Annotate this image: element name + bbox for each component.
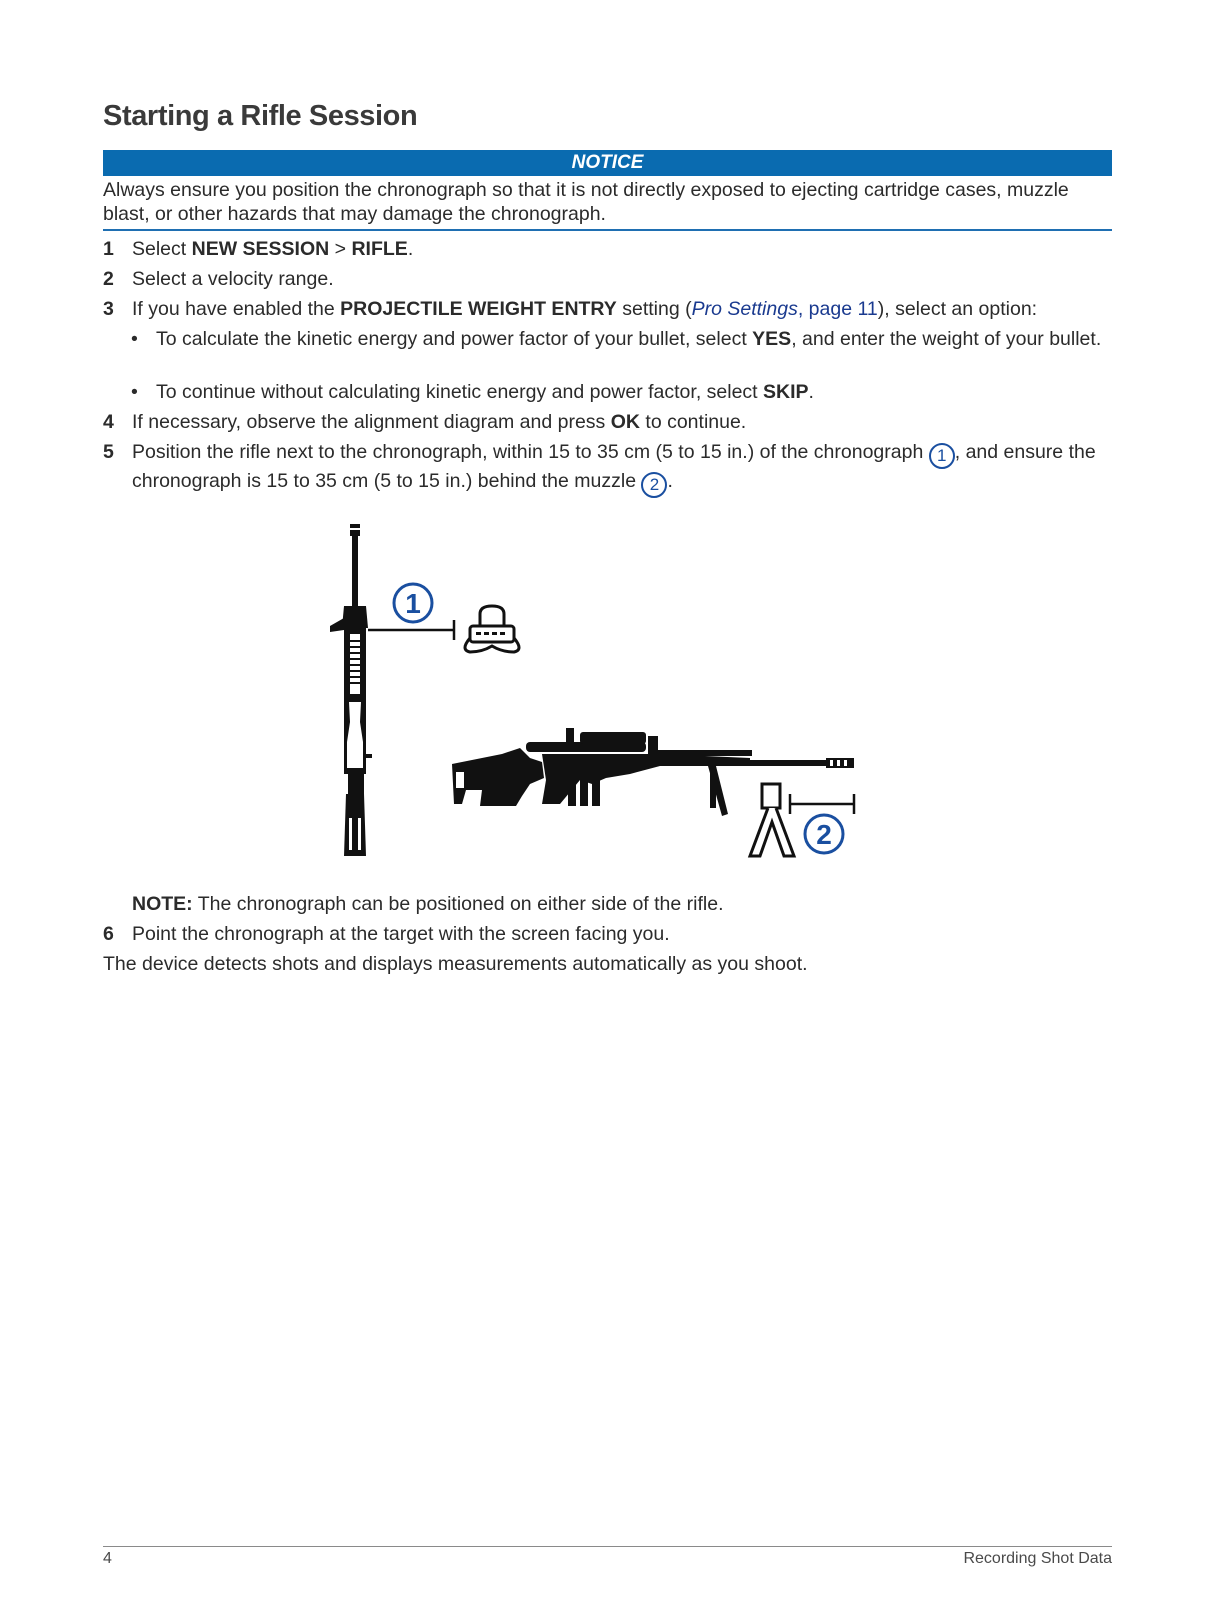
text-run: . (808, 381, 814, 403)
step-text: Select a velocity range. (132, 268, 334, 290)
menu-term-rifle: RIFLE (351, 238, 408, 260)
distance-marker-2 (790, 794, 854, 814)
chronograph-side-view-icon (750, 784, 794, 856)
text-run: Select (132, 238, 192, 260)
callout-2-icon: 2 (641, 472, 667, 498)
step-text: Point the chronograph at the target with the screen facing you. (132, 923, 670, 945)
callout-1-icon: 1 (929, 443, 955, 469)
setting-term-projectile-weight-entry: PROJECTILE WEIGHT ENTRY (340, 298, 617, 320)
step-number: 3 (103, 298, 114, 320)
notice-divider (103, 229, 1112, 231)
step-text (132, 440, 1112, 498)
option-term-skip: SKIP (763, 381, 809, 403)
step-text (132, 237, 1112, 261)
step-text (132, 410, 1112, 434)
text-run: . (407, 238, 414, 260)
notice-text: Always ensure you position the chronograph so that it is not directly exposed to ejecting cartridge cases, muzzle blast, or other hazards that may damage the chronograph. (103, 179, 1069, 225)
bullet-icon: • (131, 328, 138, 350)
callout-1-marker-icon (394, 584, 432, 622)
chronograph-top-view-icon (465, 606, 519, 652)
text-run: ), select an option: (877, 298, 1038, 320)
notice-label: NOTICE (103, 150, 1112, 176)
text-run: To continue without calculating kinetic energy and power factor, select (156, 381, 764, 403)
text-run: The chronograph can be positioned on either side of the rifle. (192, 893, 724, 915)
closing-text: The device detects shots and displays measurements automatically as you shoot. (103, 953, 808, 975)
step-number: 4 (103, 411, 114, 433)
page-number: 4 (103, 1550, 112, 1567)
step-number: 2 (103, 268, 114, 290)
note-label: NOTE: (132, 893, 193, 915)
alignment-diagram (330, 522, 880, 882)
text-run: to continue. (639, 411, 747, 433)
text-run: setting ( (616, 298, 692, 320)
option-text (156, 380, 1106, 404)
callout-1-label: 1 (405, 588, 421, 619)
text-run: . (667, 470, 673, 492)
step-number: 1 (103, 238, 114, 260)
footer-divider (103, 1546, 1112, 1547)
option-term-yes: YES (752, 328, 792, 350)
callout-2-label: 2 (816, 819, 832, 850)
text-run: > (329, 238, 352, 260)
text-run: If necessary, observe the alignment diagram and press (132, 411, 611, 433)
text-run: , and enter the weight of your bullet. (791, 328, 1102, 350)
note-text (132, 892, 1112, 916)
section-title: Recording Shot Data (963, 1550, 1112, 1567)
text-run: To calculate the kinetic energy and power factor of your bullet, select (156, 328, 753, 350)
link-italic[interactable]: Pro Settings (691, 298, 798, 320)
link-page[interactable]: , page 11 (797, 298, 878, 320)
step-number: 5 (103, 441, 114, 463)
text-run: , and ensure the chronograph is 15 to 35 cm (5 to 15 in.) behind the muzzle (132, 441, 1096, 492)
step-text (132, 297, 1112, 321)
option-text (156, 327, 1106, 351)
callout-2-marker-icon (805, 815, 843, 853)
rifle-top-view-icon (330, 522, 372, 856)
page-title: Starting a Rifle Session (103, 100, 418, 132)
button-term-ok: OK (610, 411, 640, 433)
bullet-icon: • (131, 381, 138, 403)
menu-term-new-session: NEW SESSION (191, 238, 330, 260)
pro-settings-link[interactable] (692, 298, 878, 320)
step-number: 6 (103, 923, 114, 945)
text-run: Position the rifle next to the chronograph, within 15 to 35 cm (5 to 15 in.) of the chronograph (132, 441, 929, 463)
text-run: If you have enabled the (132, 298, 341, 320)
